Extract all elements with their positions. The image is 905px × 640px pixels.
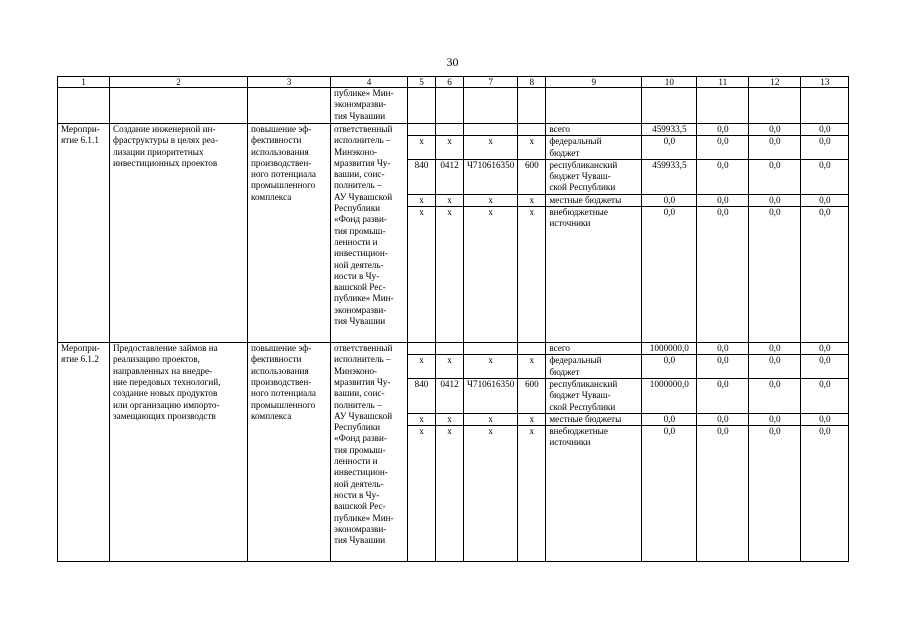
value-col11: 0,0 — [697, 124, 749, 136]
value-col10: 1000000,0 — [642, 343, 697, 355]
measure-name: Предоставление займов на реализацию проектов, направленных на внедре- ние передовых технологий, создание новых продуктов или организацию импорто- замещающих производств — [110, 343, 248, 562]
page-number: 30 — [446, 55, 459, 69]
measure-row — [58, 124, 849, 136]
value-col13: 0,0 — [801, 207, 849, 343]
value-col13: 0,0 — [801, 378, 849, 413]
funding-source: федеральный бюджет — [546, 355, 642, 379]
gr-code — [408, 343, 436, 355]
section-code — [436, 124, 464, 136]
gr-code: x — [408, 136, 436, 160]
section-code: 0412 — [436, 378, 464, 413]
value-col10: 0,0 — [642, 136, 697, 160]
gr-code: 840 — [408, 159, 436, 194]
gr-code: 840 — [408, 378, 436, 413]
measure-code: Меропри- ятие 6.1.1 — [58, 124, 110, 343]
continuation-executor: публике» Мин- экономразви- тия Чувашии — [331, 88, 408, 124]
value-col11: 0,0 — [697, 136, 749, 160]
value-col10: 0,0 — [642, 426, 697, 562]
value-col11: 0,0 — [697, 378, 749, 413]
header-cell: 13 — [801, 77, 849, 88]
header-cell: 8 — [518, 77, 546, 88]
target-code: x — [464, 413, 518, 425]
target-code: x — [464, 194, 518, 206]
value-col12: 0,0 — [749, 194, 801, 206]
header-cell: 11 — [697, 77, 749, 88]
gr-code: x — [408, 355, 436, 379]
expense-code: x — [518, 355, 546, 379]
expense-code — [518, 124, 546, 136]
section-code: x — [436, 413, 464, 425]
section-code — [436, 343, 464, 355]
value-col13: 0,0 — [801, 194, 849, 206]
gr-code: x — [408, 413, 436, 425]
measure-executor: ответственный исполнитель – Минэконо- мразвития Чу- вашии, соис- полнитель – АУ Чувашской Республики «Фонд разви- тия промыш- ленности и инвестицион- ной деятель- ности в Чу- вашской Рес- публике» Мин- экономразви- тия Чувашии — [331, 343, 408, 562]
value-col13: 0,0 — [801, 124, 849, 136]
value-col12: 0,0 — [749, 159, 801, 194]
target-code: Ч710616350 — [464, 159, 518, 194]
header-cell: 12 — [749, 77, 801, 88]
value-col12: 0,0 — [749, 355, 801, 379]
value-col10: 1000000,0 — [642, 378, 697, 413]
measure-row — [58, 343, 849, 355]
expense-code: x — [518, 136, 546, 160]
target-code: x — [464, 426, 518, 562]
value-col13: 0,0 — [801, 159, 849, 194]
gr-code — [408, 124, 436, 136]
gr-code: x — [408, 207, 436, 343]
value-col12: 0,0 — [749, 343, 801, 355]
target-code: x — [464, 207, 518, 343]
target-code: x — [464, 136, 518, 160]
target-code — [464, 124, 518, 136]
measure-goal: повышение эф- фективности использования производствен- ного потенциала промышленного комплекса — [248, 124, 331, 343]
value-col12: 0,0 — [749, 136, 801, 160]
value-col11: 0,0 — [697, 426, 749, 562]
header-cell: 9 — [546, 77, 642, 88]
section-code: x — [436, 426, 464, 562]
value-col10: 0,0 — [642, 355, 697, 379]
value-col10: 0,0 — [642, 413, 697, 425]
gr-code: x — [408, 194, 436, 206]
measure-code: Меропри- ятие 6.1.2 — [58, 343, 110, 562]
section-code: 0412 — [436, 159, 464, 194]
value-col12: 0,0 — [749, 426, 801, 562]
value-col13: 0,0 — [801, 413, 849, 425]
header-cell: 2 — [110, 77, 248, 88]
expense-code: x — [518, 207, 546, 343]
funding-source: местные бюджеты — [546, 413, 642, 425]
target-code: x — [464, 355, 518, 379]
value-col10: 0,0 — [642, 194, 697, 206]
value-col12: 0,0 — [749, 378, 801, 413]
measure-name: Создание инженерной ин- фраструктуры в целях реа- лизации приоритетных инвестиционных проектов — [110, 124, 248, 343]
funding-source: внебюджетные источники — [546, 426, 642, 562]
value-col10: 459933,5 — [642, 124, 697, 136]
value-col11: 0,0 — [697, 159, 749, 194]
measure-goal: повышение эф- фективности использования производствен- ного потенциала промышленного комплекса — [248, 343, 331, 562]
value-col11: 0,0 — [697, 207, 749, 343]
section-code: x — [436, 136, 464, 160]
expense-code: x — [518, 413, 546, 425]
expense-code: x — [518, 194, 546, 206]
value-col11: 0,0 — [697, 194, 749, 206]
value-col11: 0,0 — [697, 355, 749, 379]
value-col11: 0,0 — [697, 413, 749, 425]
funding-source: местные бюджеты — [546, 194, 642, 206]
header-cell: 10 — [642, 77, 697, 88]
funding-source: республиканский бюджет Чуваш- ской Республики — [546, 378, 642, 413]
funding-source: республиканский бюджет Чуваш- ской Республики — [546, 159, 642, 194]
value-col13: 0,0 — [801, 136, 849, 160]
value-col10: 0,0 — [642, 207, 697, 343]
target-code — [464, 343, 518, 355]
header-cell: 7 — [464, 77, 518, 88]
value-col13: 0,0 — [801, 355, 849, 379]
expense-code: 600 — [518, 159, 546, 194]
funding-source: федеральный бюджет — [546, 136, 642, 160]
continuation-row — [58, 88, 849, 124]
header-cell: 1 — [58, 77, 110, 88]
section-code: x — [436, 194, 464, 206]
header-cell: 4 — [331, 77, 408, 88]
value-col13: 0,0 — [801, 343, 849, 355]
value-col13: 0,0 — [801, 426, 849, 562]
value-col11: 0,0 — [697, 343, 749, 355]
program-table — [57, 76, 849, 562]
funding-source: всего — [546, 343, 642, 355]
target-code: Ч710616350 — [464, 378, 518, 413]
value-col10: 459933,5 — [642, 159, 697, 194]
header-cell: 3 — [248, 77, 331, 88]
expense-code — [518, 343, 546, 355]
gr-code: x — [408, 426, 436, 562]
funding-source: всего — [546, 124, 642, 136]
header-cell: 5 — [408, 77, 436, 88]
expense-code: 600 — [518, 378, 546, 413]
funding-source: внебюджетные источники — [546, 207, 642, 343]
measure-executor: ответственный исполнитель – Минэконо- мразвития Чу- вашии, соис- полнитель – АУ Чувашской Республики «Фонд разви- тия промыш- ленности и инвестицион- ной деятель- ности в Чу- вашской Рес- публике» Мин- экономразви- тия Чувашии — [331, 124, 408, 343]
section-code: x — [436, 207, 464, 343]
value-col12: 0,0 — [749, 207, 801, 343]
column-number-header-row — [58, 77, 849, 88]
value-col12: 0,0 — [749, 413, 801, 425]
value-col12: 0,0 — [749, 124, 801, 136]
expense-code: x — [518, 426, 546, 562]
section-code: x — [436, 355, 464, 379]
header-cell: 6 — [436, 77, 464, 88]
